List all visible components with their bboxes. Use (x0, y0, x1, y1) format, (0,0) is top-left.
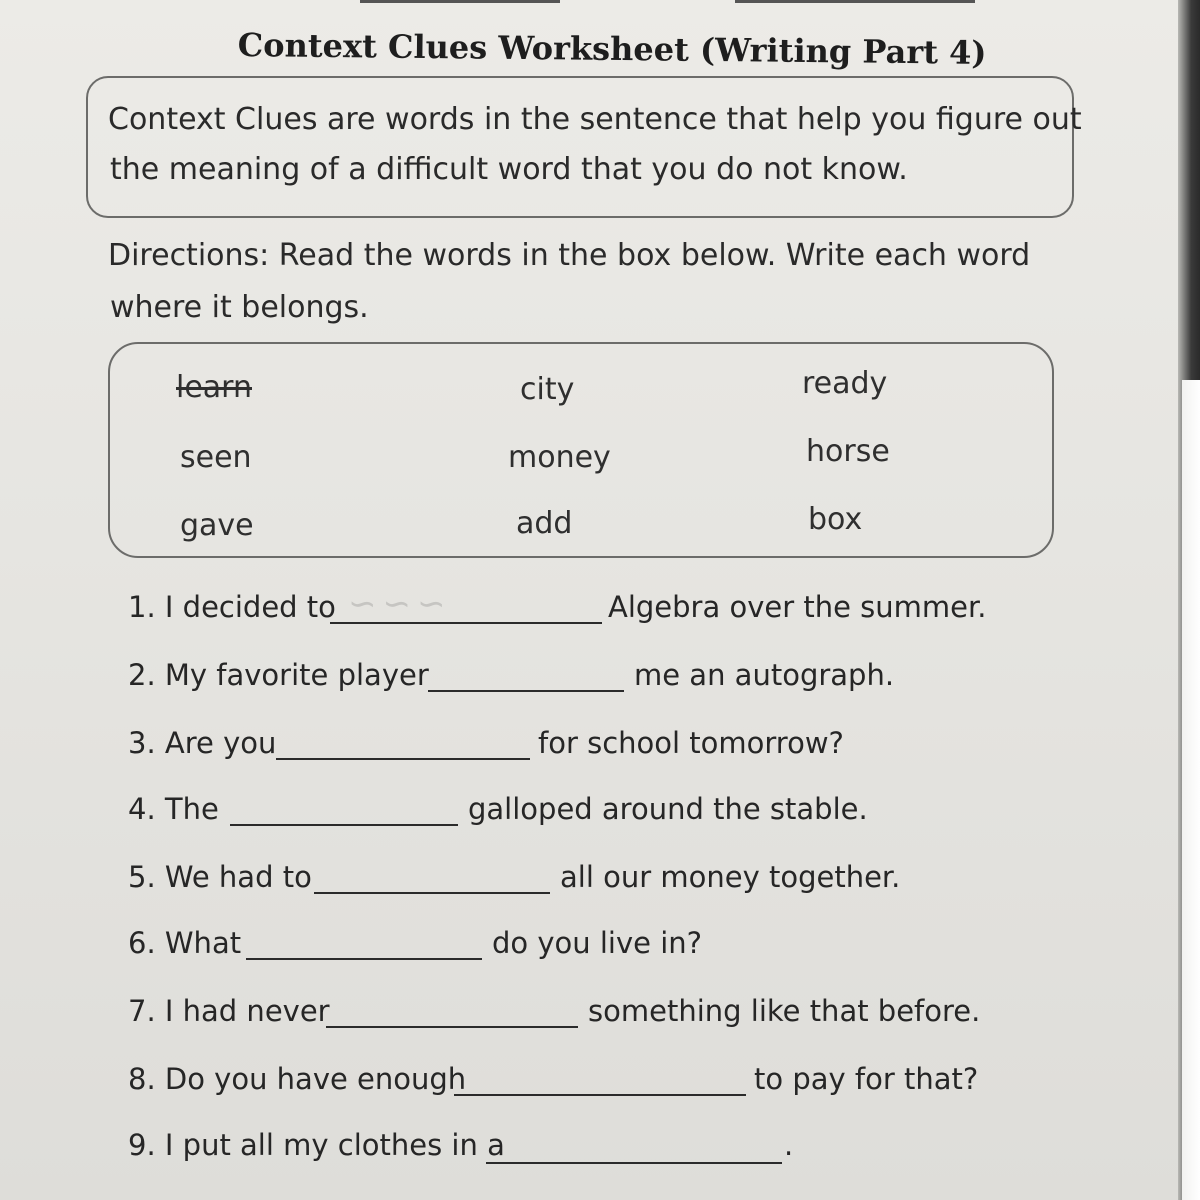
word-bank-item-gave: gave (180, 508, 254, 543)
question-prefix: 1. I decided to (128, 590, 336, 624)
word-bank-item-money: money (508, 440, 611, 475)
answer-blank[interactable] (486, 1162, 782, 1164)
question-suffix: me an autograph. (634, 658, 895, 692)
definition-line-2: the meaning of a difficult word that you do not know. (110, 152, 908, 187)
word-bank-item-box: box (808, 502, 863, 537)
question-prefix: 9. I put all my clothes in a (128, 1128, 505, 1162)
question-prefix: 2. My favorite player (128, 658, 429, 692)
question-suffix: to pay for that? (754, 1062, 979, 1096)
question-prefix: 3. Are you (128, 726, 277, 760)
answer-blank[interactable] (230, 824, 458, 826)
answer-blank[interactable] (276, 758, 530, 760)
question-suffix: galloped around the stable. (468, 792, 868, 826)
answer-blank[interactable] (330, 622, 602, 624)
word-bank-item-city: city (520, 372, 575, 407)
word-bank-item-learn: learn (176, 370, 252, 405)
question-suffix: Algebra over the summer. (608, 590, 987, 624)
question-prefix: 7. I had never (128, 994, 330, 1028)
question-suffix: for school tomorrow? (538, 726, 844, 760)
question-suffix: do you live in? (492, 926, 703, 960)
word-bank-item-ready: ready (802, 366, 888, 401)
directions-line-2: where it belongs. (110, 290, 369, 325)
definition-line-1: Context Clues are words in the sentence that help you figure out (108, 102, 1082, 137)
question-suffix: . (784, 1128, 794, 1162)
answer-blank[interactable] (454, 1094, 746, 1096)
answer-blank[interactable] (326, 1026, 578, 1028)
top-divider-line (735, 0, 975, 3)
question-prefix: 6. What (128, 926, 242, 960)
question-prefix: 4. The (128, 792, 219, 826)
top-divider-line (360, 0, 560, 3)
definition-box (86, 76, 1074, 218)
answer-blank[interactable] (246, 958, 482, 960)
question-prefix: 5. We had to (128, 860, 312, 894)
pencil-erased-marks: ∽∽∽ (348, 584, 452, 624)
question-suffix: all our money together. (560, 860, 901, 894)
worksheet-title: Context Clues Worksheet (Writing Part 4) (237, 26, 987, 72)
question-suffix: something like that before. (588, 994, 981, 1028)
word-bank-item-add: add (516, 506, 573, 541)
directions-line-1: Directions: Read the words in the box below. Write each word (108, 238, 1031, 273)
word-bank-item-horse: horse (806, 434, 890, 469)
question-prefix: 8. Do you have enough (128, 1062, 467, 1096)
page-edge-highlight (1182, 380, 1200, 1200)
word-bank-item-seen: seen (180, 440, 252, 475)
answer-blank[interactable] (428, 690, 624, 692)
answer-blank[interactable] (314, 892, 550, 894)
